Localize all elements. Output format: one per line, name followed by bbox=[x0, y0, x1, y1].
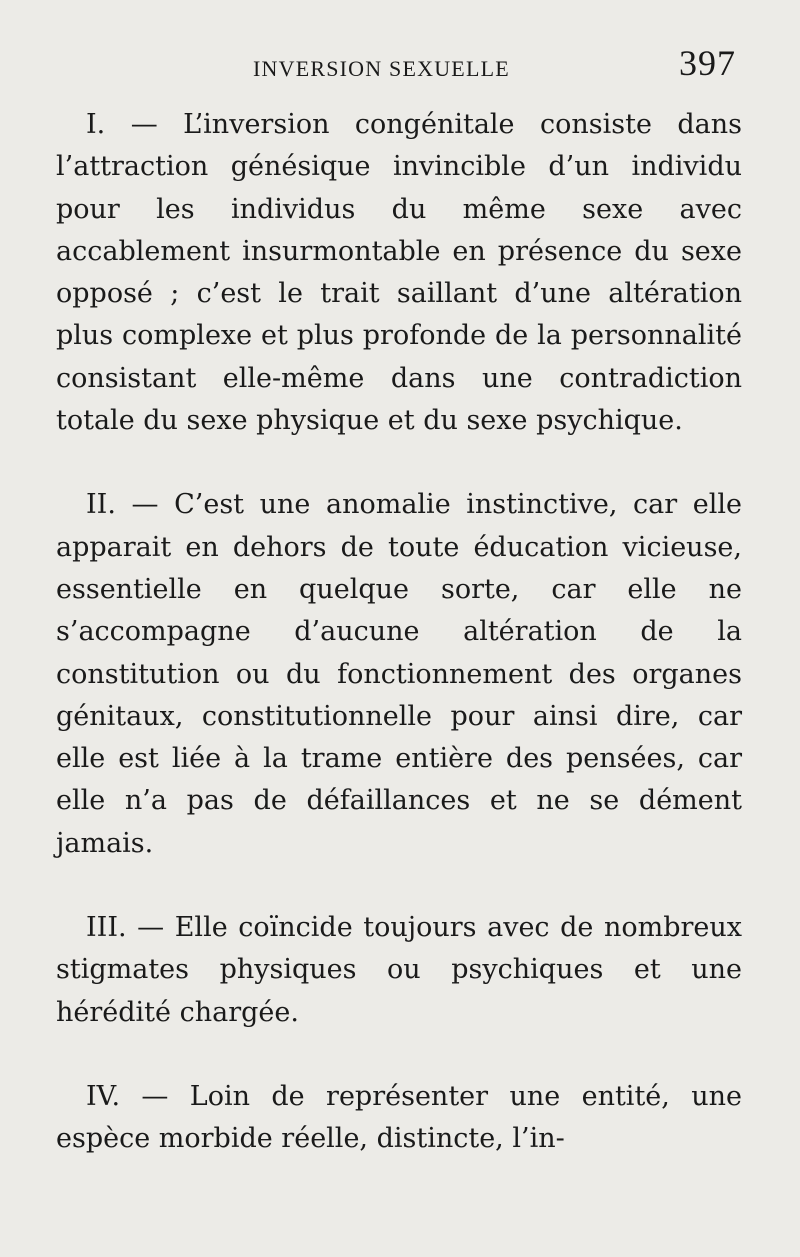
paragraph-2: II. — C’est une anomalie instinctive, car elle apparait en dehors de toute éducation vicieuse, essentielle en quelque sorte, car elle ne s’accompagne d’aucune altération de la constitution ou du fonctionnement des organes génitaux, constitutionnelle pour ainsi dire, car elle est liée à la trame entière des pensées, car elle n’a pas de défaillances et ne se dément jamais. bbox=[56, 489, 742, 859]
paragraph-4: IV. — Loin de représenter une entité, une espèce morbide réelle, distincte, l’in- bbox=[56, 1080, 742, 1155]
body-text bbox=[56, 104, 742, 1161]
paragraph-1: I. — L’inversion congénitale consiste dans l’attraction génésique invincible d’un individu pour les individus du même sexe avec accablement insurmontable en présence du sexe opposé ; c’est le trait saillant d’une altération plus complexe et plus profonde de la personnalité consistant elle-même dans une contradiction totale du sexe physique et du sexe psychique. bbox=[56, 109, 742, 437]
page-number: 397 bbox=[679, 43, 736, 83]
running-head bbox=[0, 42, 800, 92]
paragraph-3: III. — Elle coïncide toujours avec de nombreux stigmates physiques ou psychiques et une hérédité chargée. bbox=[56, 912, 742, 1028]
running-title: INVERSION SEXUELLE bbox=[253, 56, 510, 81]
